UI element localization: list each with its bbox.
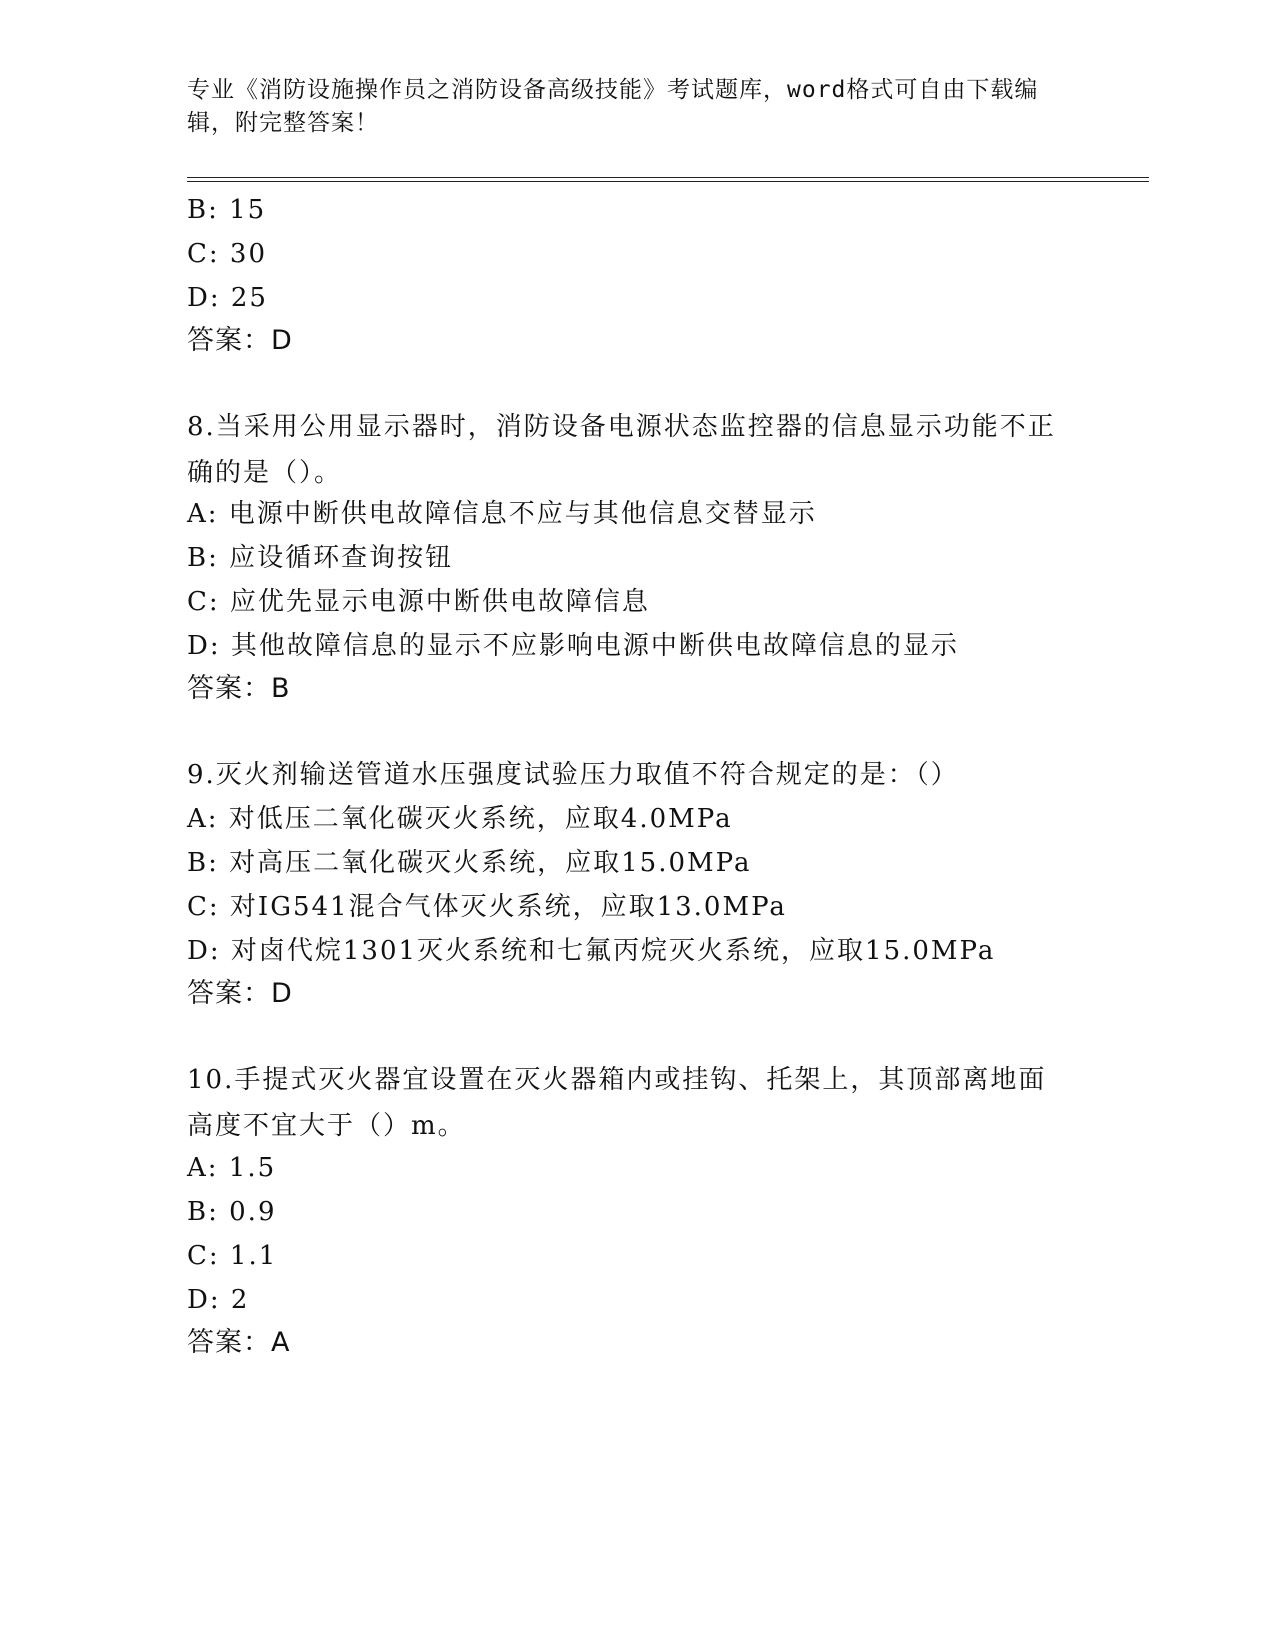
question-8-option-d: D: 其他故障信息的显示不应影响电源中断供电故障信息的显示 — [187, 631, 959, 661]
question-8-stem: 8.当采用公用显示器时，消防设备电源状态监控器的信息显示功能不正确的是（）。 — [187, 412, 1056, 488]
answer-q7: 答案：D — [187, 325, 293, 356]
question-9-option-a: A: 对低压二氧化碳灭火系统，应取4.0MPa — [187, 804, 733, 834]
question-8-option-a: A: 电源中断供电故障信息不应与其他信息交替显示 — [187, 499, 817, 529]
question-8-option-c: C: 应优先显示电源中断供电故障信息 — [187, 587, 650, 617]
question-9-option-b: B: 对高压二氧化碳灭火系统，应取15.0MPa — [187, 848, 752, 878]
question-8-option-b: B: 应设循环查询按钮 — [187, 543, 454, 573]
question-10-option-b: B: 0.9 — [187, 1197, 277, 1227]
option-c: C: 30 — [187, 239, 268, 269]
answer-q10: 答案：A — [187, 1327, 291, 1358]
question-10-option-d: D: 2 — [187, 1285, 250, 1315]
header-divider-bottom — [187, 181, 1149, 182]
question-9-option-d: D: 对卤代烷1301灭火系统和七氟丙烷灭火系统，应取15.0MPa — [187, 936, 996, 966]
option-d: D: 25 — [187, 283, 268, 313]
question-10-stem: 10.手提式灭火器宜设置在灭火器箱内或挂钩、托架上，其顶部离地面高度不宜大于（）m。 — [187, 1065, 1047, 1141]
page-header: 专业《消防设施操作员之消防设备高级技能》考试题库，word格式可自由下载编辑，附完整答案！ — [187, 77, 1039, 136]
question-9-stem: 9.灭火剂输送管道水压强度试验压力取值不符合规定的是：（） — [187, 760, 959, 790]
answer-q9: 答案：D — [187, 978, 293, 1009]
question-10-option-a: A: 1.5 — [187, 1153, 277, 1183]
option-b: B: 15 — [187, 195, 267, 225]
header-divider-top — [187, 177, 1149, 178]
question-9-option-c: C: 对IG541混合气体灭火系统，应取13.0MPa — [187, 892, 787, 922]
question-10-option-c: C: 1.1 — [187, 1241, 278, 1271]
answer-q8: 答案：B — [187, 673, 291, 704]
